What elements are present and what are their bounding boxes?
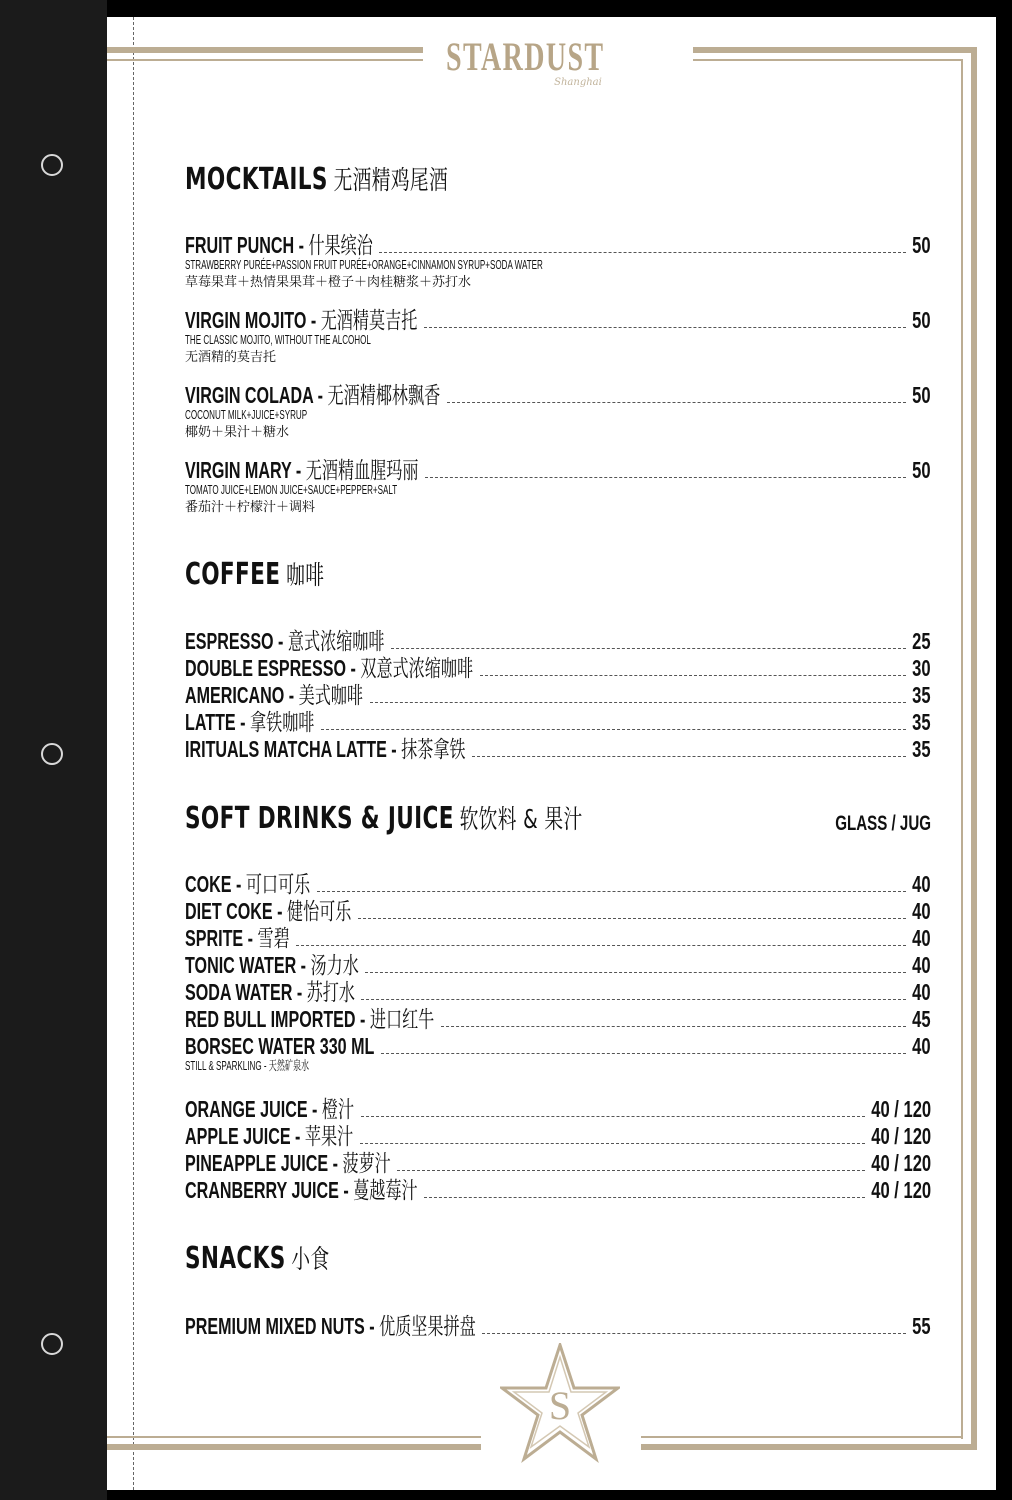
item-name-en: BORSEC WATER 330 ML xyxy=(185,1033,375,1059)
item-name-cn: 进口红牛 xyxy=(369,1006,435,1032)
item-name-en: DIET COKE xyxy=(185,898,273,924)
section-title-cn: 软饮料 & 果汁 xyxy=(459,805,583,835)
dotted-leader xyxy=(424,327,906,328)
menu-item xyxy=(185,457,931,516)
item-description-cn: 草莓果茸＋热情果果茸＋橙子＋肉桂糖浆＋苏打水 xyxy=(185,274,472,289)
brand-city: Shanghai xyxy=(554,77,602,88)
section-title xyxy=(185,802,583,837)
item-name-cn: 抹茶拿铁 xyxy=(401,736,466,762)
brand-name: STARDUST xyxy=(445,34,605,79)
item-name-en: SODA WATER xyxy=(185,979,293,1005)
binder-strip xyxy=(0,0,107,1500)
item-name-cn: 苏打水 xyxy=(306,979,355,1005)
dotted-leader xyxy=(482,1333,906,1334)
dotted-leader xyxy=(321,729,906,730)
item-description-cn: 椰奶＋果汁＋糖水 xyxy=(185,424,290,439)
item-price: 40 / 120 xyxy=(871,1150,931,1176)
item-name-en: ESPRESSO xyxy=(185,628,274,654)
dotted-leader xyxy=(365,972,906,973)
item-name: TONIC WATER - 汤力水 xyxy=(185,952,359,978)
dotted-leader xyxy=(472,756,906,757)
menu-item xyxy=(185,682,931,708)
item-name-cn: 美式咖啡 xyxy=(298,682,364,708)
item-price: 50 xyxy=(912,457,931,483)
section-title-cn: 无酒精鸡尾酒 xyxy=(333,166,449,196)
frame-line xyxy=(961,59,963,1439)
item-name: CRANBERRY JUICE - 蔓越莓汁 xyxy=(185,1177,418,1203)
item-name-en: CRANBERRY JUICE xyxy=(185,1177,339,1203)
item-price: 40 xyxy=(912,898,931,924)
item-name-cn: 无酒精莫吉托 xyxy=(320,307,418,333)
item-description-en: COCONUT MILK+JUICE+SYRUP xyxy=(185,407,308,422)
frame-line xyxy=(107,47,423,53)
item-name-en: ORANGE JUICE xyxy=(185,1096,308,1122)
dotted-leader xyxy=(424,1197,865,1198)
item-description-cn: 无酒精的莫吉托 xyxy=(185,349,277,364)
item-price: 50 xyxy=(912,232,931,258)
dotted-leader xyxy=(361,999,906,1000)
section-title xyxy=(185,558,324,593)
item-name-cn: 意式浓缩咖啡 xyxy=(287,628,385,654)
item-name-en: VIRGIN MARY xyxy=(185,457,292,483)
section-title-cn: 小食 xyxy=(291,1245,330,1275)
dotted-leader xyxy=(441,1026,906,1027)
item-price: 40 xyxy=(912,979,931,1005)
item-name: ESPRESSO - 意式浓缩咖啡 xyxy=(185,628,385,654)
item-price: 35 xyxy=(912,682,931,708)
item-name: RED BULL IMPORTED - 进口红牛 xyxy=(185,1006,435,1032)
section-title-cn: 咖啡 xyxy=(286,561,325,591)
frame-line xyxy=(641,1436,963,1438)
item-name: VIRGIN MARY - 无酒精血腥玛丽 xyxy=(185,457,419,483)
item-price: 30 xyxy=(912,655,931,681)
item-price: 40 / 120 xyxy=(871,1096,931,1122)
item-name-cn: 优质坚果拼盘 xyxy=(379,1313,476,1339)
item-name-cn: 什果缤治 xyxy=(308,232,373,258)
star-emblem-icon xyxy=(500,1343,620,1463)
binder-hole xyxy=(41,154,63,176)
menu-page xyxy=(107,17,996,1490)
item-price: 45 xyxy=(912,1006,931,1032)
brand-logo xyxy=(429,35,689,88)
item-name-en: PINEAPPLE JUICE xyxy=(185,1150,329,1176)
frame-line xyxy=(107,1436,481,1438)
dotted-leader xyxy=(358,918,906,919)
section-title-en: SOFT DRINKS & JUICE xyxy=(185,801,454,836)
section-title-en: COFFEE xyxy=(185,557,281,592)
item-name: IRITUALS MATCHA LATTE - 抹茶拿铁 xyxy=(185,736,466,762)
item-name-cn: 无酒精椰林飘香 xyxy=(327,382,441,408)
item-name: ORANGE JUICE - 橙汁 xyxy=(185,1096,355,1122)
item-price: 40 / 120 xyxy=(871,1123,931,1149)
menu-item xyxy=(185,232,931,291)
dotted-leader xyxy=(370,702,906,703)
menu-item xyxy=(185,736,931,762)
menu-item xyxy=(185,1177,931,1203)
item-name: DOUBLE ESPRESSO - 双意式浓缩咖啡 xyxy=(185,655,474,681)
item-name-cn: 橙汁 xyxy=(321,1096,355,1122)
frame-line xyxy=(107,59,423,61)
dotted-leader xyxy=(480,675,906,676)
frame-line xyxy=(971,47,977,1450)
dotted-leader xyxy=(391,648,906,649)
section-title-en: SNACKS xyxy=(185,1241,286,1276)
item-name-cn: 健怡可乐 xyxy=(286,898,352,924)
item-price: 35 xyxy=(912,736,931,762)
dotted-leader xyxy=(361,1116,865,1117)
item-name: LATTE - 拿铁咖啡 xyxy=(185,709,315,735)
binder-hole xyxy=(41,1333,63,1355)
menu-item xyxy=(185,1123,931,1149)
item-name-cn: 苹果汁 xyxy=(304,1123,354,1149)
item-price: 40 xyxy=(912,1033,931,1059)
item-name-cn: 菠萝汁 xyxy=(342,1150,391,1176)
item-price: 35 xyxy=(912,709,931,735)
item-description-en: STRAWBERRY PURÉE+PASSION FRUIT PURÉE+ORANGE+CINNAMON SYRUP+SODA WATER xyxy=(185,257,543,272)
dotted-leader xyxy=(447,402,906,403)
item-description-cn: 番茄汁＋柠檬汁＋调料 xyxy=(185,499,316,514)
item-name: COKE - 可口可乐 xyxy=(185,871,311,897)
item-name: VIRGIN COLADA - 无酒精椰林飘香 xyxy=(185,382,441,408)
item-description-en: THE CLASSIC MOJITO, WITHOUT THE ALCOHOL xyxy=(185,332,371,347)
menu-item xyxy=(185,1096,931,1122)
item-name-en: VIRGIN COLADA xyxy=(185,382,314,408)
item-name-en: SPRITE xyxy=(185,925,244,951)
menu-item xyxy=(185,1033,931,1074)
item-name-cn: 双意式浓缩咖啡 xyxy=(360,655,474,681)
item-name-en: LATTE xyxy=(185,709,236,735)
menu-item xyxy=(185,871,931,897)
item-name: PREMIUM MIXED NUTS - 优质坚果拼盘 xyxy=(185,1313,476,1339)
menu-item xyxy=(185,925,931,951)
item-name-en: IRITUALS MATCHA LATTE xyxy=(185,736,387,762)
item-name-en: RED BULL IMPORTED xyxy=(185,1006,356,1032)
item-name-cn: 无酒精血腥玛丽 xyxy=(305,457,419,483)
item-name-en: COKE xyxy=(185,871,232,897)
dotted-leader xyxy=(296,945,906,946)
menu-item xyxy=(185,628,931,654)
item-name-cn: 汤力水 xyxy=(310,952,359,978)
item-name: VIRGIN MOJITO - 无酒精莫吉托 xyxy=(185,307,418,333)
menu-item xyxy=(185,709,931,735)
dotted-leader xyxy=(425,477,906,478)
item-name-cn: 蔓越莓汁 xyxy=(353,1177,418,1203)
frame-line xyxy=(693,47,977,53)
frame-line xyxy=(107,1444,481,1450)
menu-item xyxy=(185,898,931,924)
menu-item xyxy=(185,655,931,681)
item-name: APPLE JUICE - 苹果汁 xyxy=(185,1123,354,1149)
dotted-leader xyxy=(379,252,906,253)
item-name: PINEAPPLE JUICE - 菠萝汁 xyxy=(185,1150,391,1176)
frame-line xyxy=(693,59,963,61)
menu-item xyxy=(185,1006,931,1032)
perforation-line xyxy=(133,17,134,1490)
section-title xyxy=(185,1242,330,1277)
item-name-en: AMERICANO xyxy=(185,682,285,708)
item-name: SPRITE - 雪碧 xyxy=(185,925,290,951)
binder-hole xyxy=(41,743,63,765)
dotted-leader xyxy=(317,891,906,892)
item-name-cn: 可口可乐 xyxy=(245,871,311,897)
section-title-en: MOCKTAILS xyxy=(185,162,328,197)
item-price: 40 xyxy=(912,952,931,978)
item-price: 40 / 120 xyxy=(871,1177,931,1203)
menu-item xyxy=(185,979,931,1005)
dotted-leader xyxy=(360,1143,865,1144)
item-name: AMERICANO - 美式咖啡 xyxy=(185,682,364,708)
item-name: FRUIT PUNCH - 什果缤治 xyxy=(185,232,373,258)
item-name-en: PREMIUM MIXED NUTS xyxy=(185,1313,365,1339)
item-price: 40 xyxy=(912,925,931,951)
item-name: DIET COKE - 健怡可乐 xyxy=(185,898,352,924)
star-letter: S xyxy=(548,1383,572,1428)
item-price: 55 xyxy=(912,1313,931,1339)
frame-line xyxy=(641,1444,977,1450)
item-name-cn: 雪碧 xyxy=(257,925,290,951)
menu-item xyxy=(185,307,931,366)
dotted-leader xyxy=(381,1053,906,1054)
item-name: SODA WATER - 苏打水 xyxy=(185,979,355,1005)
item-description-en: TOMATO JUICE+LEMON JUICE+SAUCE+PEPPER+SALT xyxy=(185,482,398,497)
item-price: 50 xyxy=(912,307,931,333)
menu-item xyxy=(185,952,931,978)
menu-item xyxy=(185,382,931,441)
item-price: 50 xyxy=(912,382,931,408)
dotted-leader xyxy=(397,1170,865,1171)
item-price: 25 xyxy=(912,628,931,654)
section-title xyxy=(185,163,448,198)
item-name-en: VIRGIN MOJITO xyxy=(185,307,307,333)
item-name-cn: 拿铁咖啡 xyxy=(250,709,315,735)
item-description-en: STILL & SPARKLING - 天然矿泉水 xyxy=(185,1058,310,1073)
item-name-en: FRUIT PUNCH xyxy=(185,232,295,258)
menu-item xyxy=(185,1313,931,1339)
size-column-label: GLASS / JUG xyxy=(835,812,931,835)
item-name-en: APPLE JUICE xyxy=(185,1123,291,1149)
item-price: 40 xyxy=(912,871,931,897)
item-name xyxy=(185,1033,374,1059)
item-name-en: TONIC WATER xyxy=(185,952,297,978)
item-name-en: DOUBLE ESPRESSO xyxy=(185,655,347,681)
menu-item xyxy=(185,1150,931,1176)
